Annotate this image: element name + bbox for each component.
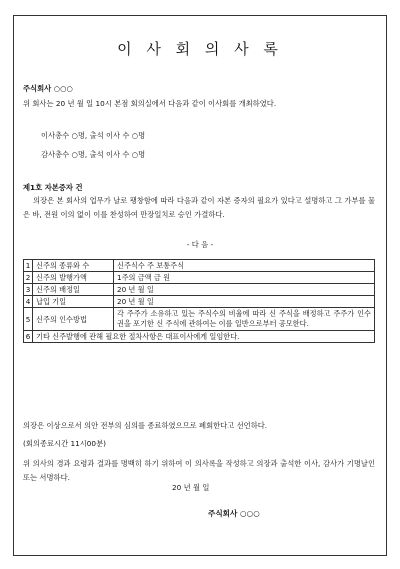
row-number: 5 [24, 308, 33, 331]
row-value: 각 주주가 소유하고 있는 주식수의 비율에 따라 신 주식을 배정하고 주주가 인수권을 포기한 신 주식에 관하여는 이를 일반으로부터 공모한다. [114, 308, 375, 331]
table-row [24, 331, 375, 343]
notice-heading: - 다 음 - [186, 240, 214, 249]
row-number: 4 [24, 296, 33, 308]
row-number: 2 [24, 272, 33, 284]
row-value: 1주의 금액 금 원 [114, 272, 375, 284]
row-item: 신주의 배정일 [33, 284, 114, 296]
closing-text: 의장은 이상으로서 의안 전부의 심의를 종료하였으므로 폐회한다고 선언하다. [23, 421, 268, 430]
row-item: 신주의 발행가액 [33, 272, 114, 284]
row-value: 신주식수 주 보통주식 [114, 260, 375, 272]
row-number: 1 [24, 260, 33, 272]
table-row [24, 260, 375, 272]
agenda-title: 제1호 자본증자 건 [23, 183, 83, 192]
agenda-body: 의장은 본 회사의 업무가 날로 팽창함에 따라 다음과 같이 자본 증자의 필요가 있다고 설명하고 그 가부를 물은 바, 전원 이의 없이 이를 찬성하여 만장일치로 승인 가결하다. [23, 196, 375, 219]
footer-company: 주식회사 ○○○ [208, 509, 260, 518]
closing-time: (회의종료시간 11시00분) [23, 439, 106, 448]
row-item: 신주의 인수방법 [33, 308, 114, 331]
row-number: 6 [24, 331, 33, 343]
company-heading: 주식회사 ○○○ [23, 84, 73, 93]
table-row [24, 296, 375, 308]
row-item: 기타 신주발행에 관해 필요한 절차사항은 대표이사에게 일임한다. [33, 331, 375, 343]
opening-text: 위 회사는 20 년 월 일 10시 본점 회의실에서 다음과 같이 이사회를 개최하였다. [23, 99, 277, 108]
auditors-count: 감사총수 ○명, 출석 이사 수 ○명 [41, 150, 146, 159]
share-issue-table [23, 259, 375, 343]
signature-note: 위 의사의 경과 요령과 결과를 명백히 하기 위하여 이 의사록을 작성하고 의장과 출석한 이사, 감사가 기명날인 또는 서명하다. [23, 459, 375, 482]
table-row [24, 308, 375, 331]
directors-count: 이사총수 ○명, 출석 이사 수 ○명 [41, 131, 146, 140]
document-date: 20 년 월 일 [172, 483, 210, 492]
row-value: 20 년 월 일 [114, 284, 375, 296]
table-row [24, 284, 375, 296]
table-row [24, 272, 375, 284]
row-value: 20 년 월 일 [114, 296, 375, 308]
document-title: 이 사 회 의 사 록 [117, 40, 283, 58]
row-number: 3 [24, 284, 33, 296]
row-item: 신주의 종류와 수 [33, 260, 114, 272]
row-item: 납입 기일 [33, 296, 114, 308]
